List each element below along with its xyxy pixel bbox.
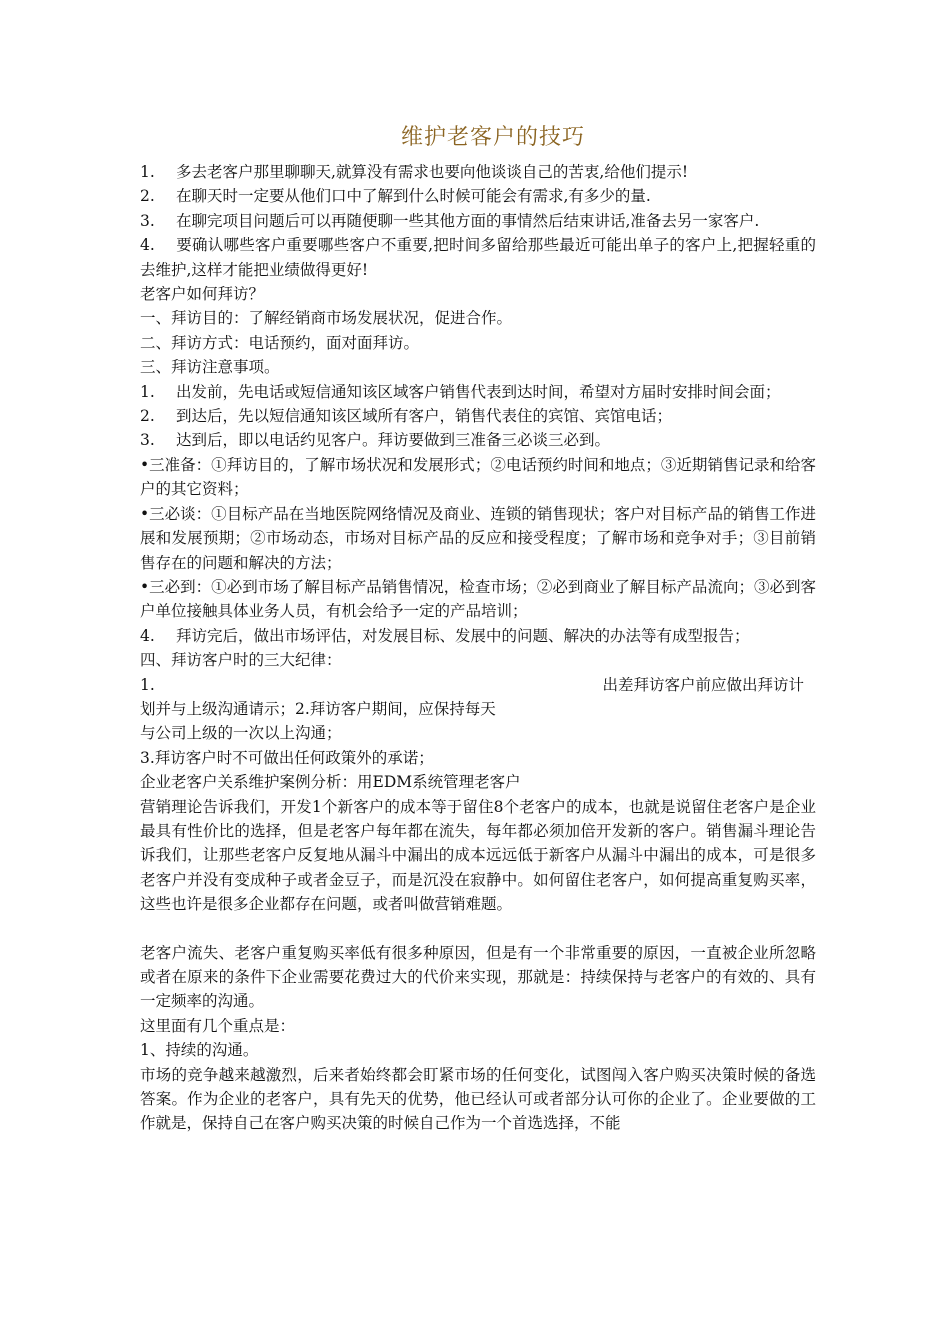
paragraph: 二、拜访方式：电话预约，面对面拜访。 [140,333,420,352]
discipline-line: 与公司上级的一次以上沟通； [140,724,342,743]
paragraph: 2. 在聊天时一定要从他们口中了解到什么时候可能会有需求,有多少的量. [140,187,651,206]
paragraph: 一、拜访目的：了解经销商市场发展状况，促进合作。 [140,309,513,328]
paragraph: 市场的竞争越来越激烈，后来者始终都会盯紧市场的任何变化，试图闯入客户购买决策时候的备选答案。作为企业的老客户，具有先天的优势，他已经认可或者部分认可你的企业了。企业要做的工作就是，保持自己在客户购买决策的时候自己作为一个首选选择，不能 [140,1065,816,1133]
document-body [140,160,816,1136]
paragraph: 老客户如何拜访？ [140,285,265,304]
paragraph: 老客户流失、老客户重复购买率低有很多种原因，但是有一个非常重要的原因，一直被企业所忽略或者在原来的条件下企业需要花费过大的代价来实现，那就是：持续保持与老客户的有效的、具有一定频率的沟通。 [140,943,816,1011]
paragraph: 2. 到达后，先以短信通知该区域所有客户，销售代表住的宾馆、宾馆电话； [140,407,673,426]
discipline-line: 划并与上级沟通请示；2.拜访客户期间，应保持每天 [140,699,496,718]
paragraph: 营销理论告诉我们，开发1个新客户的成本等于留住8个老客户的成本，也就是说留住老客户是企业最具有性价比的选择，但是老客户每年都在流失，每年都必须加倍开发新的客户。销售漏斗理论告诉我们，让那些老客户反复地从漏斗中漏出的成本远远低于新客户从漏斗中漏出的成本，可是很多老客户并没有变成种子或者金豆子，而是沉没在寂静中。如何留住老客户，如何提高重复购买率，这些也许是很多企业都存在问题，或者叫做营销难题。 [140,797,816,914]
paragraph: 1、持续的沟通。 [140,1041,259,1060]
paragraph: 三、拜访注意事项。 [140,358,280,377]
paragraph: 3. 在聊完项目问题后可以再随便聊一些其他方面的事情然后结束讲话,准备去另一家客户. [140,211,760,230]
paragraph: 4. 拜访完后，做出市场评估，对发展目标、发展中的问题、解决的办法等有成型报告； [140,626,750,645]
paragraph: 1. 多去老客户那里聊聊天,就算没有需求也要向他谈谈自己的苦衷,给他们提示! [140,163,689,181]
paragraph: 这里面有几个重点是： [140,1016,296,1035]
document-title: 维护老客户的技巧 [400,125,585,150]
paragraph: 四、拜访客户时的三大纪律： [140,651,342,670]
paragraph: •三必谈：①目标产品在当地医院网络情况及商业、连锁的销售现状；客户对目标产品的销售工作进展和发展预期；②市场动态，市场对目标产品的反应和接受程度；了解市场和竞争对手；③目前销售存在的问题和解决的方法； [140,504,816,572]
paragraph: 1. 出发前，先电话或短信通知该区域客户销售代表到达时间，希望对方届时安排时间会面； [140,382,781,401]
discipline-line: 3.拜访客户时不可做出任何政策外的承诺； [140,748,434,767]
paragraph: •三必到：①必到市场了解目标产品销售情况，检查市场；②必到商业了解目标产品流向；③必到客户单位接触具体业务人员，有机会给予一定的产品培训； [140,577,816,621]
paragraph: 4. 要确认哪些客户重要哪些客户不重要,把时间多留给那些最近可能出单子的客户上,把握轻重的去维护,这样才能把业绩做得更好! [140,236,816,279]
blank-line [140,917,816,941]
paragraph: 3. 达到后，即以电话约见客户。拜访要做到三准备三必谈三必到。 [140,431,611,450]
paragraph: •三准备：①拜访目的，了解市场状况和发展形式；②电话预约时间和地点；③近期销售记录和给客户的其它资料； [140,455,816,499]
section-heading: 企业老客户关系维护案例分析：用EDM系统管理老客户 [140,773,521,792]
discipline-line: 1. 出差拜访客户前应做出拜访计 [140,675,804,694]
